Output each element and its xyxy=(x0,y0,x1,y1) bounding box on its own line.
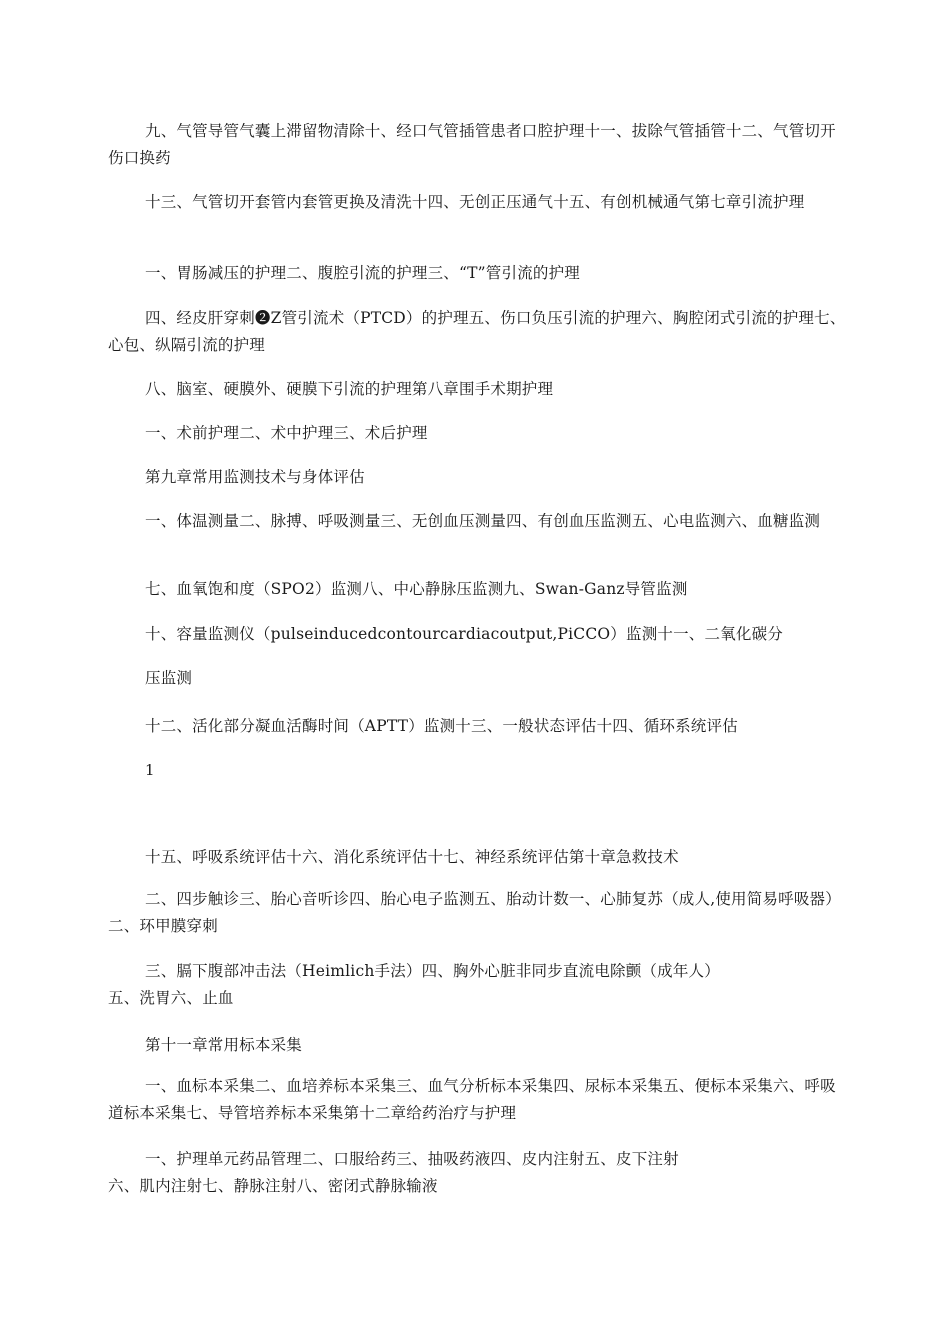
paragraph-medication-1: 一、护理单元药品管理二、口服给药三、抽吸药液四、皮内注射五、皮下注射 xyxy=(145,1150,679,1168)
paragraph-trachea-care-2: 十三、气管切开套管内套管更换及清洗十四、无创正压通气十五、有创机械通气第七章引流护理 xyxy=(145,193,805,211)
paragraph-monitoring-1: 一、体温测量二、脉搏、呼吸测量三、无创血压测量四、有创血压监测五、心电监测六、血糖监测 xyxy=(145,512,821,530)
paragraph-drainage-3: 八、脑室、硬膜外、硬膜下引流的护理第八章围手术期护理 xyxy=(145,380,554,398)
chapter-heading-11: 第十一章常用标本采集 xyxy=(145,1036,303,1054)
paragraph-trachea-care-1: 九、气管导管气囊上滞留物清除十、经口气管插管患者口腔护理十一、拔除气管插管十二、气管切开伤口换药 xyxy=(108,122,836,167)
paragraph-emergency-2-cont: 五、洗胃六、止血 xyxy=(108,989,234,1007)
paragraph-drainage-2: 四、经皮肝穿刺❷Z管引流术（PTCD）的护理五、伤口负压引流的护理六、胸腔闭式引流的护理七、心包、纵隔引流的护理 xyxy=(108,309,846,354)
paragraph-monitoring-3: 十、容量监测仪（pulseinducedcontourcardiacoutput,PiCCO）监测十一、二氧化碳分 xyxy=(145,625,784,643)
paragraph-monitoring-4: 十二、活化部分凝血活酶时间（APTT）监测十三、一般状态评估十四、循环系统评估 xyxy=(145,717,738,735)
paragraph-monitoring-3-cont: 压监测 xyxy=(145,669,193,687)
page-number: 1 xyxy=(145,761,155,779)
paragraph-emergency-1: 二、四步触诊三、胎心音听诊四、胎心电子监测五、胎动计数一、心肺复苏（成人,使用简易呼吸器）二、环甲膜穿刺 xyxy=(108,890,841,935)
paragraph-assessment: 十五、呼吸系统评估十六、消化系统评估十七、神经系统评估第十章急救技术 xyxy=(145,848,679,866)
paragraph-perioperative: 一、术前护理二、术中护理三、术后护理 xyxy=(145,424,428,442)
chapter-heading-9: 第九章常用监测技术与身体评估 xyxy=(145,468,365,486)
paragraph-drainage-1: 一、胃肠减压的护理二、腹腔引流的护理三、“T”管引流的护理 xyxy=(145,264,580,282)
paragraph-specimen: 一、血标本采集二、血培养标本采集三、血气分析标本采集四、尿标本采集五、便标本采集六、呼吸道标本采集七、导管培养标本采集第十二章给药治疗与护理 xyxy=(108,1077,836,1122)
paragraph-emergency-2: 三、膈下腹部冲击法（Heimlich手法）四、胸外心脏非同步直流电除颤（成年人） xyxy=(145,962,720,980)
paragraph-medication-2: 六、肌内注射七、静脉注射八、密闭式静脉输液 xyxy=(108,1177,438,1195)
paragraph-monitoring-2: 七、血氧饱和度（SPO2）监测八、中心静脉压监测九、Swan-Ganz导管监测 xyxy=(145,580,688,598)
